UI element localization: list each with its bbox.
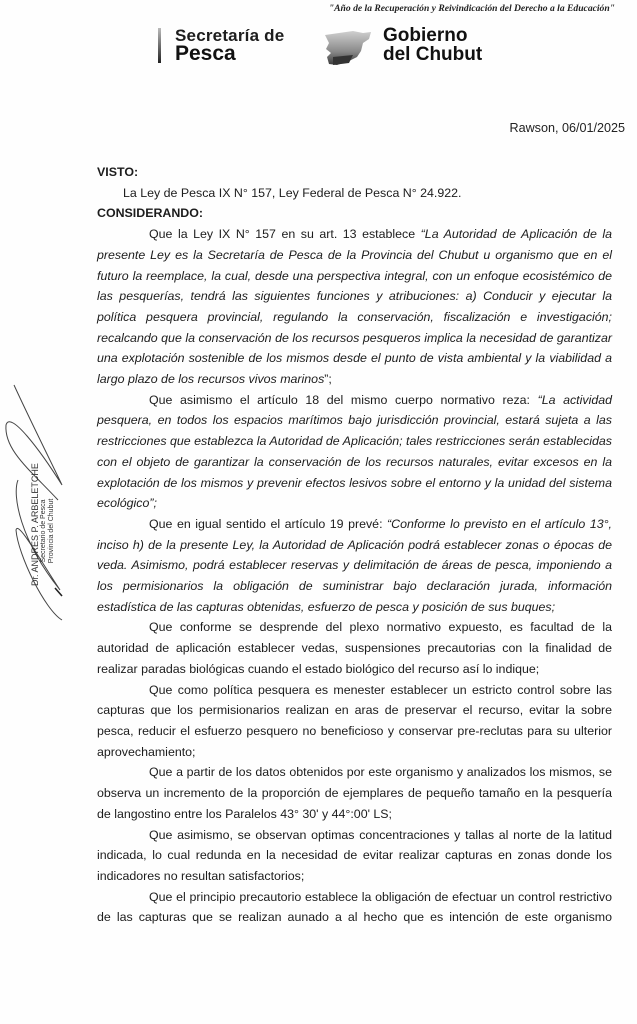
- considerando-paragraph: Que el principio precautorio establece la obligación de efectuar un control restrictivo de las capturas que se realizan aunado a al hecho que es intención de este organismo: [97, 889, 612, 925]
- logo-secretaria-line2: Pesca: [175, 42, 236, 65]
- logo-bar-icon: [158, 28, 161, 63]
- considerando-paragraph: [97, 390, 612, 514]
- stamp-name: Dr. ANDRÉS P. ARBELETCHE: [30, 463, 40, 586]
- considerando-heading: CONSIDERANDO:: [97, 206, 204, 221]
- paragraph-quote: “La actividad pesquera, en todos los espacios marítimos bajo jurisdicción provincial, estará sujeta a las restricciones que establezca la Autoridad de Aplicación; tales restricciones serán establecidas con el objeto de garantizar la conservación de los recursos naturales, evitar excesos en la explotación de los mismos y prevenir efectos lesivos sobre el entorno y la unidad del sistema ecológico”;: [97, 392, 612, 511]
- considerando-paragraph: [97, 224, 612, 390]
- logo-gobierno-line1: Gobierno: [383, 25, 468, 46]
- paragraph-lead: Que la Ley IX N° 157 en su art. 13 establece: [149, 227, 421, 242]
- visto-text: La Ley de Pesca IX N° 157, Ley Federal de Pesca N° 24.922.: [123, 185, 462, 200]
- considerando-paragraph: Que a partir de los datos obtenidos por este organismo y analizados los mismos, se observa un incremento de la proporción de ejemplares de pequeño tamaño en la pesquería de langostino entre los Paralelos 43° 30' y 44°:00' LS;: [97, 765, 612, 821]
- considerando-paragraph: Que asimismo, se observan optimas concentraciones y tallas al norte de la latitud indicada, lo cual redunda en la necesidad de evitar realizar capturas en zonas donde los indicadores no resultan satisfactorios;: [97, 827, 612, 883]
- document-body: [97, 162, 612, 928]
- considerando-paragraph: [97, 514, 612, 618]
- stamp-org: Provincia del Chubut: [48, 498, 55, 564]
- logo-gobierno-line2: del Chubut: [383, 44, 483, 65]
- considerando-paragraph: Que conforme se desprende del plexo normativo expuesto, es facultad de la autoridad de aplicación establecer vedas, suspensiones precautorias con la finalidad de realizar paradas biológicas cuando el estado biológico del recurso así lo indique;: [97, 620, 612, 676]
- logo-secretaria-line1: Secretaría de: [175, 26, 285, 45]
- paragraph-quote: “La Autoridad de Aplicación de la presente Ley es la Secretaría de Pesca de la Provincia del Chubut u organismo que en el futuro la reemplace, la cual, desde una perspectiva integral, con un enfoque ecosistémico de las pesquerías, tendrá las siguientes funciones y atribuciones: a) Conducir y ejecutar la política pesquera provincial, regulando la conservación, fiscalización e investigación; recalcando que la conservación de los recursos pesqueros implica la necesidad de garantizar una explotación sostenible de los mismos desde el punto de vista ambiental y la viabilidad a largo plazo de los recursos vivos marinos: [97, 227, 612, 387]
- date-line: Rawson, 06/01/2025: [509, 121, 625, 135]
- considerando-paragraph: Que como política pesquera es menester establecer un estricto control sobre las capturas que los permisionarios realizan en aras de preservar el recurso, evitar la sobre pesca, reducir el esfuerzo pesquero no beneficioso y conservar pre-reclutas para su ulterior aprovechamiento;: [97, 682, 612, 759]
- paragraph-lead: Que en igual sentido el artículo 19 prevé:: [149, 516, 388, 531]
- paragraph-quote: “Conforme lo previsto en el artículo 13°, inciso h) de la presente Ley, la Autoridad de Aplicación podrá establecer zonas o épocas de veda. Asimismo, podrá establecer reservas y delimitación de áreas de pesca, imponiendo a los permisionarios la obligación de suministrar bajo declaración jurada, información estadística de las capturas obtenidas, esfuerzo de pesca y posición de sus buques;: [97, 516, 613, 614]
- paragraph-tail: ”;: [324, 372, 332, 387]
- paragraph-lead: Que asimismo el artículo 18 del mismo cuerpo normativo reza:: [149, 392, 538, 407]
- visto-heading: VISTO:: [97, 165, 139, 179]
- signature-stamp: [30, 463, 74, 586]
- chubut-map-icon: [323, 27, 375, 67]
- stamp-role: Secretario de Pesca: [40, 499, 47, 563]
- header-motto: "Año de la Recuperación y Reivindicación del Derecho a la Educación": [328, 3, 615, 14]
